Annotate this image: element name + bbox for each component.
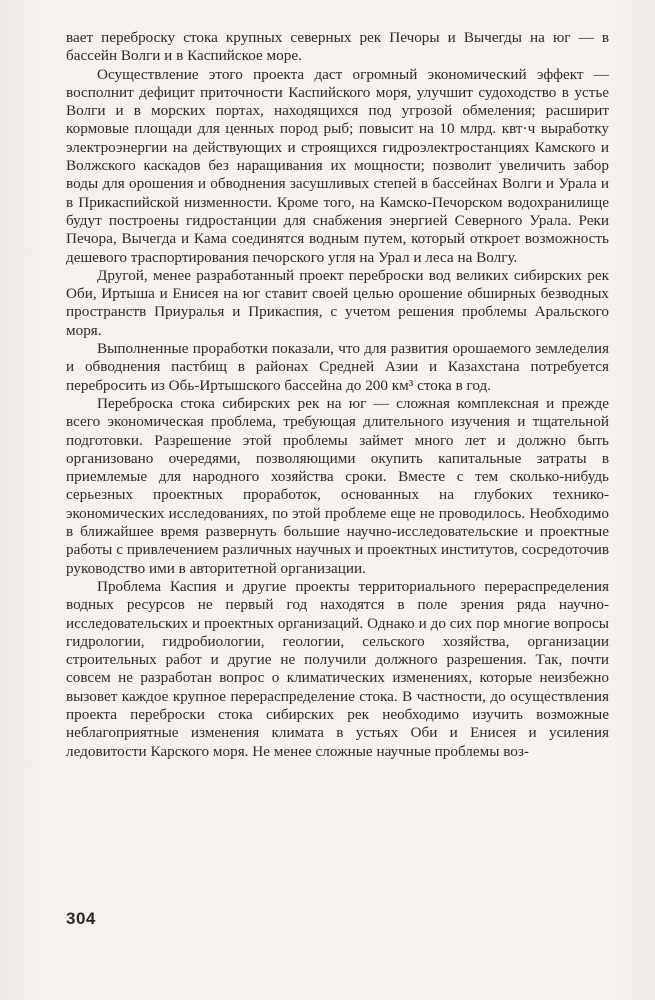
paragraph-caspian-effect: Осуществление этого проекта даст огромный экономический эффект — восполнит дефицит приточности Каспийского моря, улучшит судоходство в устье Волги и в морских портах, находящихся под угрозой обмеления; расширит кормовые площади для ценных пород рыб; повысит на 10 млрд. квт·ч выработку электроэнергии на действующих и строящихся гидроэлектростанциях Камского и Волжского каскадов без наращивания их мощности; позволит увеличить забор воды для орошения и обводнения засушливых степей в бассейнах Волги и Урала и в Прикаспийской низменности. Кроме того, на Камско-Печорском водохранилище будут построены гидростанции для снабжения энергией Северного Урала. Реки Печора, Вычегда и Кама соединятся водным путем, который откроет возможность дешевого траспортирования печорского угля на Урал и леса на Волгу. [66,65,609,266]
paragraph-caspian-problem: Проблема Каспия и другие проекты территориального перераспределения водных ресурсов не первый год находятся в поле зрения ряда научно-исследовательских и проектных организаций. Однако и до сих пор многие вопросы гидрологии, гидробиологии, геологии, сельского хозяйства, организации строительных работ и другие не получили должного разрешения. Так, почти совсем не разработан вопрос о климатических изменениях, которые неизбежно вызовет каждое крупное перераспределение стока. В частности, до осуществления проекта переброски стока сибирских рек необходимо изучить возможные неблагоприятные изменения климата в устьях Оби и Енисея и усиления ледовитости Карского моря. Не менее сложные научные проблемы воз- [66,577,609,760]
paragraph-complex-problem: Переброска стока сибирских рек на юг — сложная комплексная и прежде всего экономическая проблема, требующая длительного изучения и тщательной подготовки. Разрешение этой проблемы займет много лет и должно быть организовано очередями, позволяющими окупить капитальные затраты в приемлемые для народного хозяйства сроки. Вместе с тем сколько-нибудь серьезных проектных проработок, основанных на глубоких технико-экономических исследованиях, по этой проблеме еще не проводилось. Необходимо в ближайшее время развернуть большие научно-исследовательские и проектные работы с привлечением различных научных и проектных институтов, сосредоточив руководство ими в авторитетной организации. [66,394,609,577]
body-text [66,29,609,761]
paragraph-studies-results: Выполненные проработки показали, что для развития орошаемого земледелия и обводнения пастбищ в районах Средней Азии и Казахстана потребуется перебросить из Обь-Иртышского бассейна до 200 км³ стока в год. [66,340,609,394]
page-number: 304 [66,909,96,928]
paragraph-siberian-project: Другой, менее разработанный проект переброски вод великих сибирских рек Оби, Иртыша и Енисея на юг ставит своей целью орошение обширных безводных пространств Приуралья и Прикаспия, с учетом решения проблемы Аральского моря. [66,266,609,339]
paragraph-continuation: вает переброску стока крупных северных рек Печоры и Вычегды на юг — в бассейн Волги и в Каспийское море. [66,29,609,65]
